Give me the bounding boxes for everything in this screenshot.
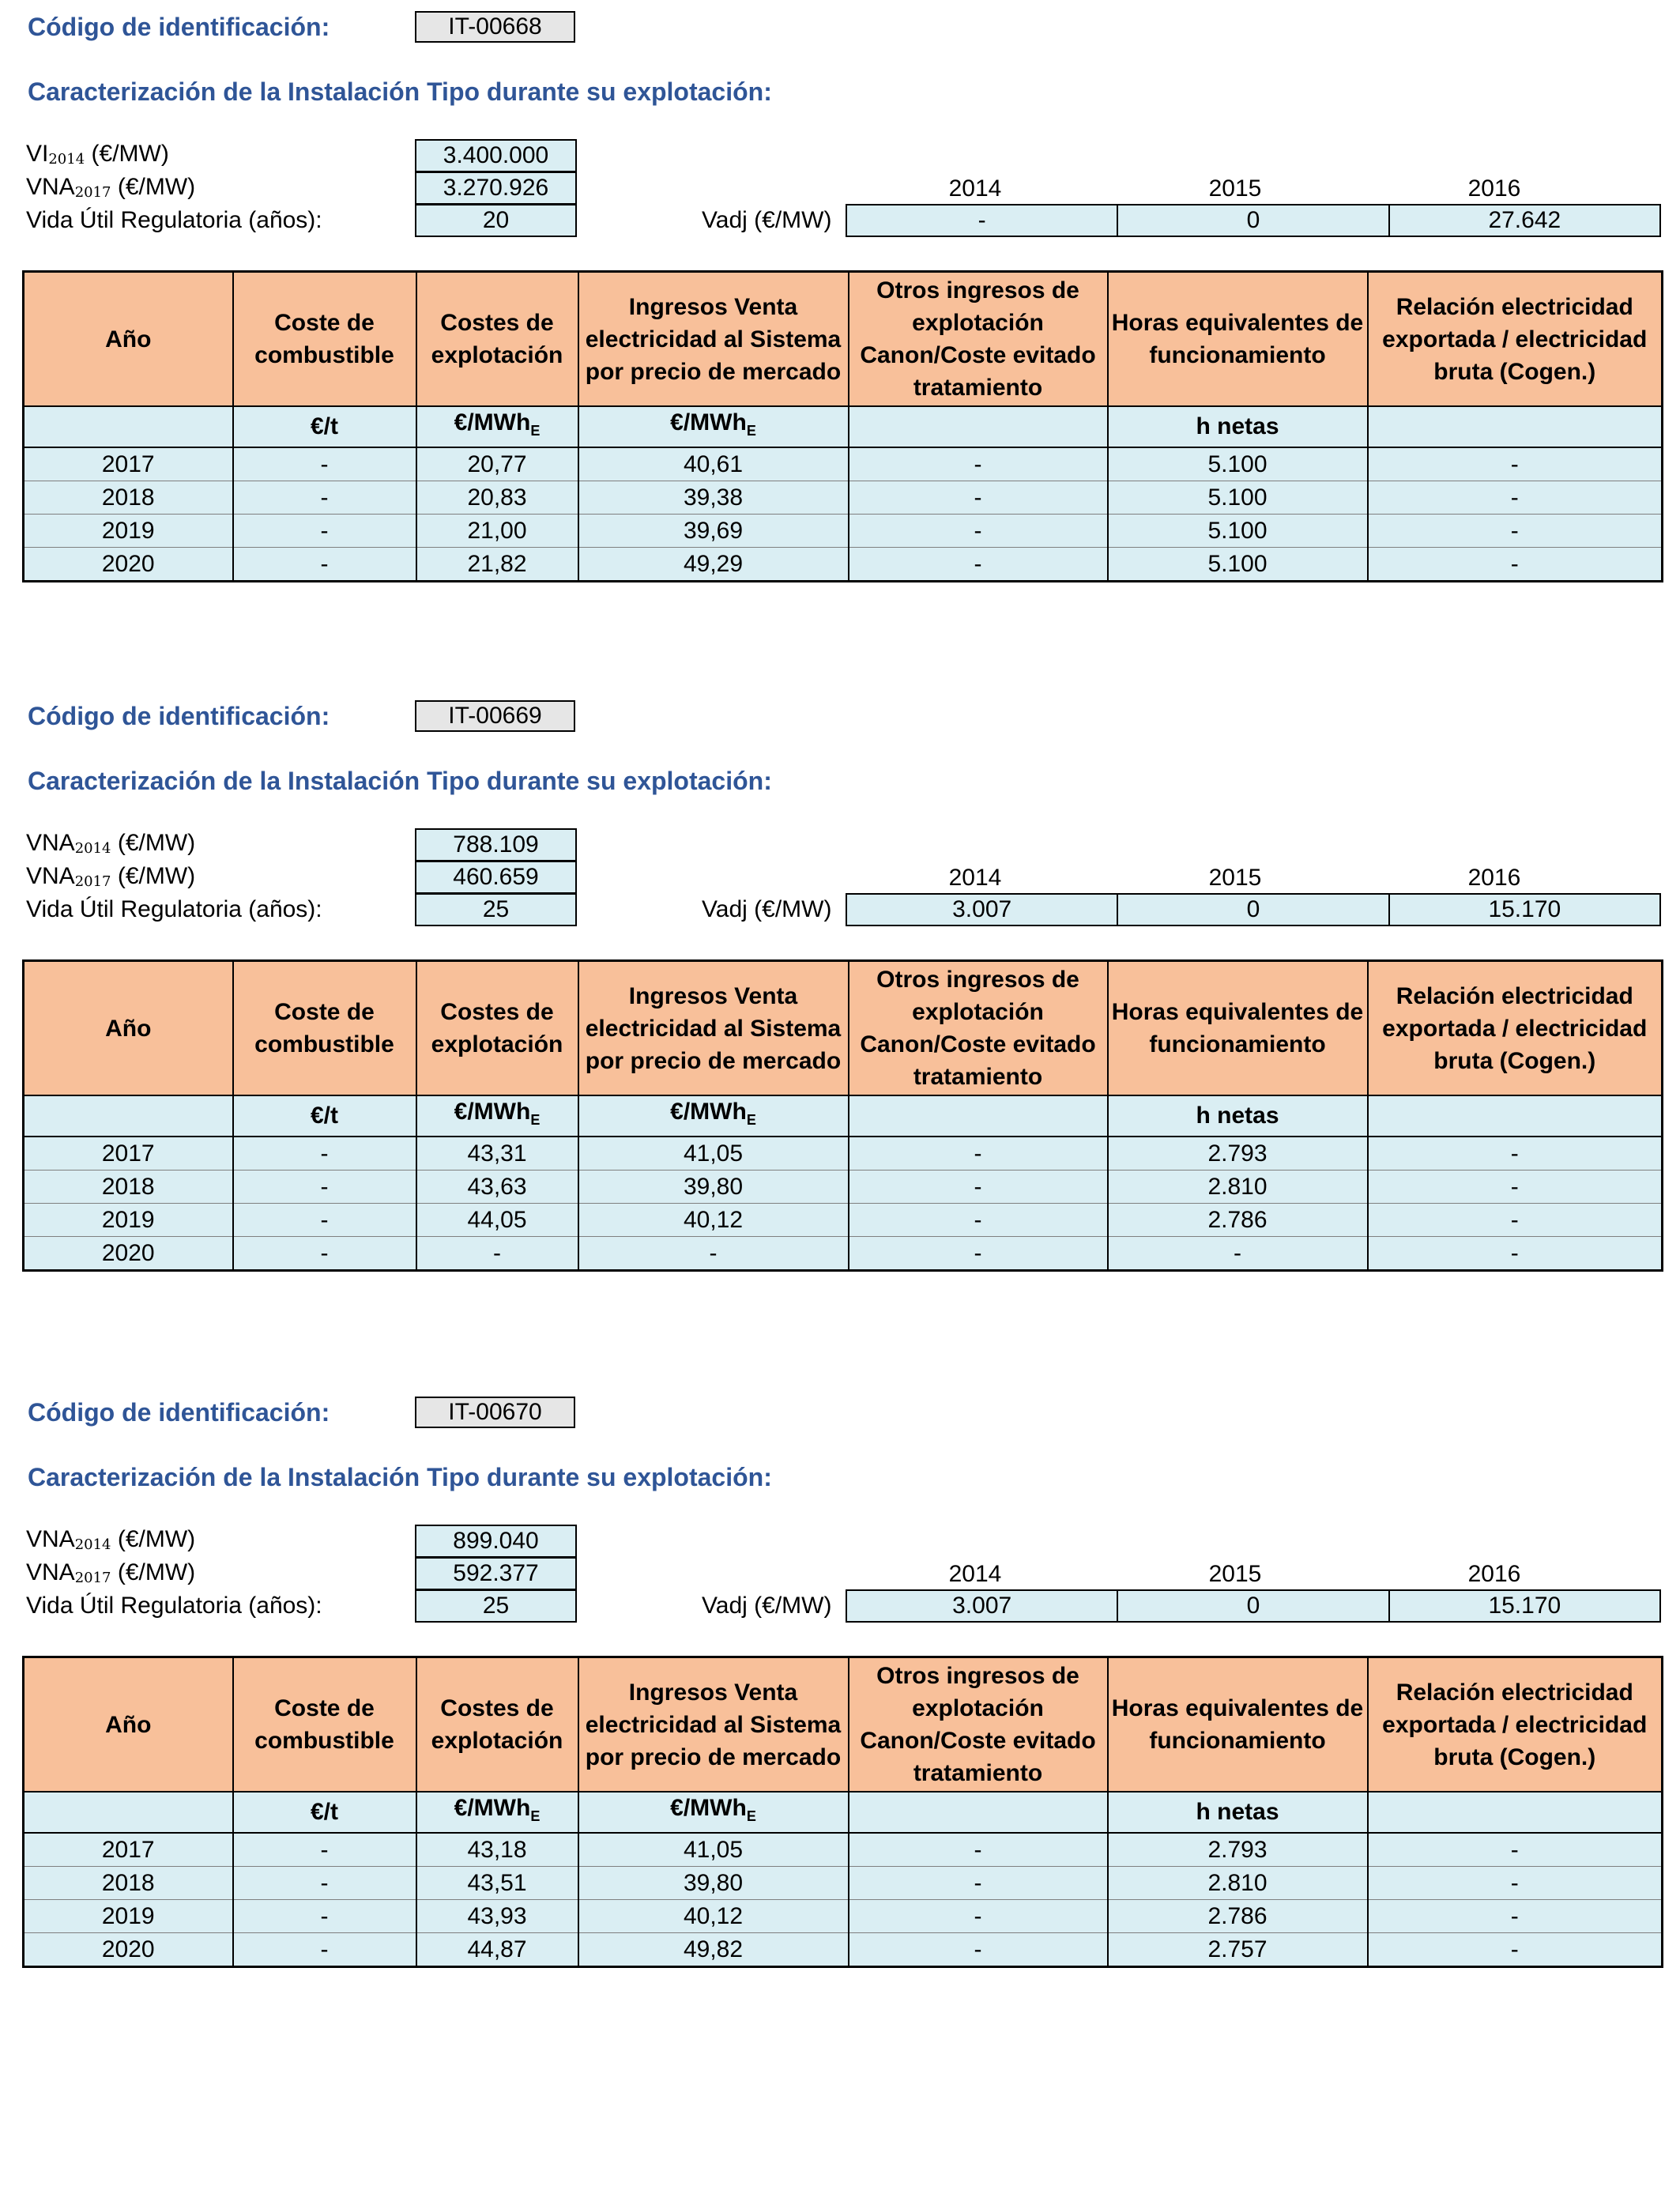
table-cell: 5.100: [1108, 447, 1368, 481]
vadj-2014: -: [977, 207, 986, 233]
vadj-values: [846, 893, 1661, 926]
col-relacion: Relación electricidad exportada / electricidad bruta (Cogen.): [1368, 272, 1663, 407]
param2-label: $VNA_{2017}$ (€/MW): [26, 863, 196, 890]
table-cell: 2.810: [1108, 1867, 1368, 1900]
table-cell: 2019: [24, 1900, 233, 1933]
col-costes-explotacion: Costes de explotación: [416, 1657, 578, 1793]
table-row: [24, 515, 1663, 548]
col-otros-ingresos: Otros ingresos de explotación Canon/Coste evitado tratamiento: [849, 1657, 1108, 1793]
vadj-2016: 27.642: [1388, 205, 1659, 236]
param1-value: 788.109: [415, 828, 577, 861]
table-cell: 2.786: [1108, 1900, 1368, 1933]
table-row: [24, 1171, 1663, 1204]
param1-label: $VI_{2014}$ (€/MW): [26, 141, 169, 168]
table-cell: 2018: [24, 481, 233, 515]
codigo-label: Código de identificación:: [28, 13, 330, 41]
unit-eur-mwh: €/MWh$_E$: [416, 406, 578, 447]
col-coste-combustible: Coste de combustible: [233, 961, 416, 1096]
table-cell: -: [233, 481, 416, 515]
unit-empty: [849, 406, 1108, 447]
unit-eur-t: €/t: [233, 406, 416, 447]
table-cell: 21,00: [416, 515, 578, 548]
vadj-values: [846, 204, 1661, 237]
table-cell: 2.757: [1108, 1933, 1368, 1967]
year-header-2014: 2014: [948, 865, 1002, 891]
table-cell: 2020: [24, 1237, 233, 1271]
table-cell: 44,05: [416, 1204, 578, 1237]
vadj-2016: 15.170: [1388, 895, 1659, 925]
table-cell: 39,80: [578, 1171, 849, 1204]
table-cell: -: [1368, 1867, 1663, 1900]
data-table: [22, 270, 1663, 582]
unit-empty: [24, 1095, 233, 1137]
vadj-2016: 15.170: [1388, 1591, 1659, 1621]
table-cell: 20,77: [416, 447, 578, 481]
table-cell: 2017: [24, 447, 233, 481]
unit-eur-t: €/t: [233, 1095, 416, 1137]
table-cell: 2020: [24, 1933, 233, 1967]
vadj-label: Vadj (€/MW): [702, 1593, 832, 1619]
table-row: [24, 1933, 1663, 1967]
param1-value: 899.040: [415, 1525, 577, 1558]
unit-empty: [849, 1792, 1108, 1833]
table-cell: 39,69: [578, 515, 849, 548]
table-cell: -: [849, 1204, 1108, 1237]
code-value: IT-00670: [415, 1397, 575, 1428]
caracterizacion-heading: Caracterización de la Instalación Tipo durante su explotación:: [28, 1463, 772, 1491]
table-cell: 2020: [24, 548, 233, 582]
vida-util-value: 25: [415, 1589, 577, 1623]
table-cell: 43,63: [416, 1171, 578, 1204]
installation-block: [0, 1395, 1680, 1996]
vadj-label: Vadj (€/MW): [702, 896, 832, 922]
table-cell: -: [849, 1137, 1108, 1171]
table-units-row: [24, 1095, 1663, 1137]
table-cell: -: [233, 1833, 416, 1867]
table-cell: -: [1368, 1237, 1663, 1271]
table-cell: -: [233, 1137, 416, 1171]
col-horas: Horas equivalentes de funcionamiento: [1108, 1657, 1368, 1793]
table-header-row: [24, 1657, 1663, 1793]
vadj-2014: 3.007: [952, 1593, 1012, 1619]
table-cell: -: [849, 1933, 1108, 1967]
table-row: [24, 447, 1663, 481]
table-cell: -: [1368, 548, 1663, 582]
table-cell: 2019: [24, 1204, 233, 1237]
param2-value: 592.377: [415, 1557, 577, 1590]
table-cell: 41,05: [578, 1137, 849, 1171]
table-cell: -: [1368, 447, 1663, 481]
table-cell: 41,05: [578, 1833, 849, 1867]
table-cell: 5.100: [1108, 548, 1368, 582]
table-header-row: [24, 961, 1663, 1096]
table-cell: 20,83: [416, 481, 578, 515]
year-header-2015: 2015: [1208, 1561, 1262, 1587]
year-header-2016: 2016: [1467, 865, 1521, 891]
table-cell: 2.786: [1108, 1204, 1368, 1237]
table-cell: -: [849, 548, 1108, 582]
param2-label: $VNA_{2017}$ (€/MW): [26, 174, 196, 201]
col-coste-combustible: Coste de combustible: [233, 1657, 416, 1793]
table-cell: 44,87: [416, 1933, 578, 1967]
codigo-label: Código de identificación:: [28, 702, 330, 730]
table-row: [24, 1204, 1663, 1237]
col-horas: Horas equivalentes de funcionamiento: [1108, 272, 1368, 407]
table-row: [24, 1137, 1663, 1171]
vida-util-label: Vida Útil Regulatoria (años):: [26, 207, 322, 233]
table-header-row: [24, 272, 1663, 407]
vida-util-value: 25: [415, 893, 577, 926]
col-ingresos-venta: Ingresos Venta electricidad al Sistema por precio de mercado: [578, 1657, 849, 1793]
table-cell: -: [233, 1933, 416, 1967]
table-cell: -: [1368, 1900, 1663, 1933]
table-cell: -: [233, 548, 416, 582]
param2-value: 460.659: [415, 861, 577, 894]
table-cell: -: [233, 447, 416, 481]
table-cell: -: [1368, 1204, 1663, 1237]
table-cell: -: [233, 1171, 416, 1204]
table-units-row: [24, 406, 1663, 447]
col-relacion: Relación electricidad exportada / electricidad bruta (Cogen.): [1368, 961, 1663, 1096]
installation-block: [0, 699, 1680, 1299]
table-cell: -: [849, 1833, 1108, 1867]
table-cell: -: [233, 1867, 416, 1900]
unit-empty: [1368, 406, 1663, 447]
table-cell: -: [233, 515, 416, 548]
data-table: [22, 959, 1663, 1272]
vadj-values: [846, 1589, 1661, 1623]
table-row: [24, 1900, 1663, 1933]
table-cell: 5.100: [1108, 515, 1368, 548]
col-ingresos-venta: Ingresos Venta electricidad al Sistema por precio de mercado: [578, 961, 849, 1096]
installation-block: [0, 9, 1680, 610]
unit-eur-t: €/t: [233, 1792, 416, 1833]
table-cell: 40,61: [578, 447, 849, 481]
table-row: [24, 1833, 1663, 1867]
vadj-label: Vadj (€/MW): [702, 207, 832, 233]
table-cell: 2017: [24, 1137, 233, 1171]
table-cell: -: [1368, 481, 1663, 515]
table-cell: 5.100: [1108, 481, 1368, 515]
table-cell: 2018: [24, 1171, 233, 1204]
table-cell: -: [849, 481, 1108, 515]
param2-value: 3.270.926: [415, 172, 577, 205]
table-cell: -: [416, 1237, 578, 1271]
param1-value: 3.400.000: [415, 139, 577, 172]
param2-label: $VNA_{2017}$ (€/MW): [26, 1559, 196, 1586]
table-cell: -: [578, 1237, 849, 1271]
table-row: [24, 548, 1663, 582]
table-cell: -: [1108, 1237, 1368, 1271]
table-cell: 39,80: [578, 1867, 849, 1900]
table-cell: 2019: [24, 515, 233, 548]
table-cell: 49,29: [578, 548, 849, 582]
table-cell: 43,31: [416, 1137, 578, 1171]
vida-util-value: 20: [415, 204, 577, 237]
unit-empty: [1368, 1095, 1663, 1137]
col-costes-explotacion: Costes de explotación: [416, 272, 578, 407]
year-header-2015: 2015: [1208, 175, 1262, 202]
table-cell: 40,12: [578, 1900, 849, 1933]
table-cell: -: [1368, 1137, 1663, 1171]
year-header-2016: 2016: [1467, 1561, 1521, 1587]
table-cell: -: [849, 1867, 1108, 1900]
code-value: IT-00669: [415, 700, 575, 732]
table-cell: 21,82: [416, 548, 578, 582]
table-cell: 40,12: [578, 1204, 849, 1237]
unit-empty: [1368, 1792, 1663, 1833]
table-cell: 49,82: [578, 1933, 849, 1967]
param1-label: $VNA_{2014}$ (€/MW): [26, 830, 196, 857]
table-cell: 43,93: [416, 1900, 578, 1933]
table-cell: 2017: [24, 1833, 233, 1867]
col-otros-ingresos: Otros ingresos de explotación Canon/Coste evitado tratamiento: [849, 272, 1108, 407]
table-row: [24, 481, 1663, 515]
unit-h-netas: h netas: [1108, 1095, 1368, 1137]
vida-util-label: Vida Útil Regulatoria (años):: [26, 896, 322, 922]
table-cell: -: [849, 1900, 1108, 1933]
table-row: [24, 1237, 1663, 1271]
col-anio: Año: [24, 272, 233, 407]
table-cell: -: [849, 1237, 1108, 1271]
unit-eur-mwh: €/MWh$_E$: [578, 1792, 849, 1833]
table-cell: 43,18: [416, 1833, 578, 1867]
table-cell: -: [233, 1900, 416, 1933]
vadj-2015: 0: [1117, 1591, 1388, 1621]
vida-util-label: Vida Útil Regulatoria (años):: [26, 1593, 322, 1619]
col-otros-ingresos: Otros ingresos de explotación Canon/Coste evitado tratamiento: [849, 961, 1108, 1096]
code-value: IT-00668: [415, 11, 575, 43]
year-header-2014: 2014: [948, 175, 1002, 202]
table-row: [24, 1867, 1663, 1900]
unit-empty: [849, 1095, 1108, 1137]
year-header-2014: 2014: [948, 1561, 1002, 1587]
unit-h-netas: h netas: [1108, 1792, 1368, 1833]
col-anio: Año: [24, 1657, 233, 1793]
table-cell: -: [1368, 1933, 1663, 1967]
table-cell: 2.810: [1108, 1171, 1368, 1204]
table-cell: -: [1368, 1833, 1663, 1867]
table-cell: -: [849, 1171, 1108, 1204]
year-header-2015: 2015: [1208, 865, 1262, 891]
unit-empty: [24, 406, 233, 447]
caracterizacion-heading: Caracterización de la Instalación Tipo durante su explotación:: [28, 77, 772, 106]
table-cell: -: [233, 1237, 416, 1271]
vadj-2014: 3.007: [952, 896, 1012, 922]
data-table: [22, 1656, 1663, 1968]
table-cell: 2018: [24, 1867, 233, 1900]
caracterizacion-heading: Caracterización de la Instalación Tipo durante su explotación:: [28, 767, 772, 795]
col-coste-combustible: Coste de combustible: [233, 272, 416, 407]
table-cell: -: [849, 447, 1108, 481]
table-cell: -: [849, 515, 1108, 548]
table-cell: 2.793: [1108, 1833, 1368, 1867]
unit-eur-mwh: €/MWh$_E$: [416, 1792, 578, 1833]
col-costes-explotacion: Costes de explotación: [416, 961, 578, 1096]
table-cell: 2.793: [1108, 1137, 1368, 1171]
codigo-label: Código de identificación:: [28, 1398, 330, 1427]
col-relacion: Relación electricidad exportada / electricidad bruta (Cogen.): [1368, 1657, 1663, 1793]
table-cell: -: [1368, 1171, 1663, 1204]
table-cell: 39,38: [578, 481, 849, 515]
col-anio: Año: [24, 961, 233, 1096]
unit-empty: [24, 1792, 233, 1833]
table-units-row: [24, 1792, 1663, 1833]
unit-eur-mwh: €/MWh$_E$: [416, 1095, 578, 1137]
col-horas: Horas equivalentes de funcionamiento: [1108, 961, 1368, 1096]
param1-label: $VNA_{2014}$ (€/MW): [26, 1526, 196, 1553]
table-cell: 43,51: [416, 1867, 578, 1900]
vadj-2015: 0: [1117, 205, 1388, 236]
unit-eur-mwh: €/MWh$_E$: [578, 1095, 849, 1137]
col-ingresos-venta: Ingresos Venta electricidad al Sistema por precio de mercado: [578, 272, 849, 407]
table-cell: -: [1368, 515, 1663, 548]
unit-h-netas: h netas: [1108, 406, 1368, 447]
table-cell: -: [233, 1204, 416, 1237]
vadj-2015: 0: [1117, 895, 1388, 925]
year-header-2016: 2016: [1467, 175, 1521, 202]
unit-eur-mwh: €/MWh$_E$: [578, 406, 849, 447]
